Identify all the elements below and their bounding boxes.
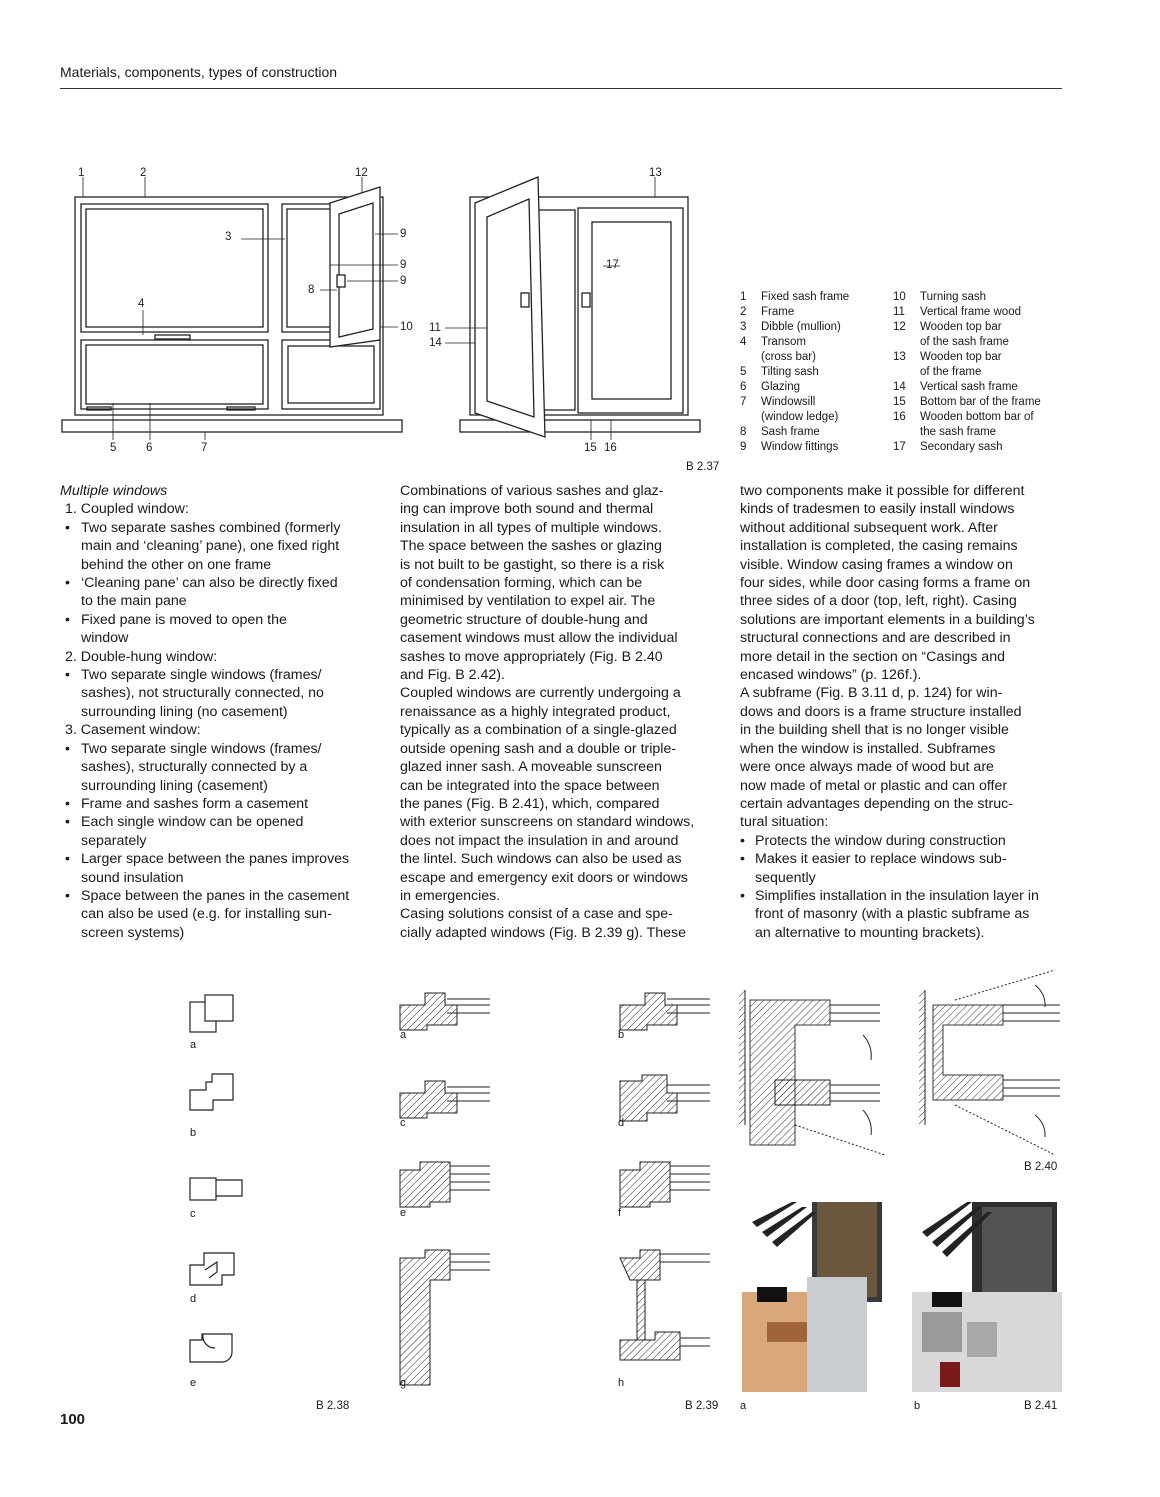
b239-label-h: h [618,1377,625,1389]
b238-label-d: d [190,1293,197,1305]
legend-left: 1 Fixed sash frame 2 Frame 3 Dibble (mullion) 4 Transom (cross bar) 5 Tilting sash 6 Glazing 7 Windowsill (window ledge) 8 Sash frame 9 Window fittings [740,291,850,453]
callout-1: 1 [78,167,85,179]
callout-6: 6 [146,442,153,454]
section-g [400,1250,490,1385]
callout-7: 7 [201,442,208,454]
b238-label-c: c [190,1208,196,1220]
section-f [620,1162,710,1207]
section-left [739,990,885,1155]
callout-13: 13 [649,167,662,179]
wood-aluminium-window-section [737,1202,887,1392]
section-h [620,1250,710,1360]
callout-5: 5 [110,442,117,454]
text-column-3: two components make it possible for different kinds of tradesmen to easily install windows without additional subsequent work. After installation is completed, the casing remains visible. Window casing frames a window on four sides, while door casing forms a frame on three sides of a door (top, left, right). Casing solutions are important elements in a building’s structural connections and are described in more detail in the section on “Casings and encased windows” (p. 126f.). A subframe (Fig. B 3.11 d, p. 124) for win- dows and doors is a frame structure installed in the building shell that is no longer visible when the window is installed. Subframes were once always made of wood but are now made of metal or plastic and can offer certain advantages depending on the struc- tural situation: • Protects the window during construction • Makes it easier to replace windows sub- sequently • Simplifies installation in the insulation layer in front of masonry (with a plastic subframe as an alternative to mounting brackets). [740,483,1039,941]
caption-b239: B 2.39 [685,1400,719,1412]
section-b [620,993,710,1030]
legend-right: 10 Turning sash 11 Vertical frame wood 12 Wooden top bar of the sash frame 13 Wooden top bar of the frame 14 Vertical sash frame 15 Bottom bar of the frame 16 Wooden bottom bar of the sash frame 17 Secondary sash [893,291,1041,453]
callout-16: 16 [604,442,617,454]
b238-label-b: b [190,1127,197,1139]
b239-label-f: f [618,1207,622,1219]
callout-8: 8 [308,284,315,296]
text-column-1: Multiple windows 1. Coupled window: • Two separate sashes combined (formerly main and ‘cleaning’ pane), one fixed right behind the other on one frame • ‘Cleaning pane’ can also be directly fixed to the main pane • Fixed pane is moved to open the window 2. Double-hung window: • Two separate single windows (frames/ sashes), not structurally connected, no surrounding lining (no casement) 3. Casement window: • Two separate single windows (frames/ sashes), structurally connected by a surrounding lining (casement) • Frame and sashes form a casement • Each single window can be opened separately • Larger space between the panes improves sound insulation • Space between the panes in the casement can also be used (e.g. for installing sun- screen systems) [60,482,395,942]
b238-label-a: a [190,1039,197,1051]
callout-2: 2 [140,167,147,179]
running-header: Materials, components, types of construction [60,64,338,80]
callout-10: 10 [400,321,413,333]
page-number: 100 [60,1411,86,1428]
b241-label-a: a [740,1400,747,1412]
callout-14: 14 [429,337,442,349]
callout-9a: 9 [400,228,407,240]
section-heading: Multiple windows [60,483,168,499]
b239-label-c: c [400,1117,406,1129]
b239-label-a: a [400,1029,407,1041]
b239-label-d: d [618,1117,625,1129]
caption-b238: B 2.38 [316,1400,350,1412]
b239-label-e: e [400,1207,407,1219]
callout-9c: 9 [400,275,407,287]
b241-label-b: b [914,1400,921,1412]
section-c [400,1081,490,1118]
caption-b241: B 2.41 [1024,1400,1058,1412]
b238-label-e: e [190,1377,197,1389]
callout-15: 15 [584,442,597,454]
callout-11: 11 [429,322,441,334]
section-a [400,993,490,1030]
callout-3: 3 [225,231,232,243]
callout-12: 12 [355,167,368,179]
b239-label-g: g [400,1377,407,1389]
header-rule [60,88,1062,89]
callout-4: 4 [138,298,145,310]
section-e [400,1162,490,1207]
window-elevation-drawings [55,165,715,465]
section-right [919,970,1060,1155]
section-d [620,1075,710,1121]
callout-17: 17 [606,259,619,271]
caption-b237: B 2.37 [686,461,720,473]
plastic-window-section [912,1202,1062,1392]
b239-label-b: b [618,1029,625,1041]
casement-opening-sections [735,965,1065,1165]
caption-b240: B 2.40 [1024,1161,1058,1173]
callout-9b: 9 [400,259,407,271]
text-column-2: Combinations of various sashes and glaz- ing can improve both sound and thermal insulation in all types of multiple windows. The space between the sashes or glazing is not built to be gastight, so there is a risk of condensation forming, which can be minimised by ventilation to expel air. The geometric structure of double-hung and casement windows must allow the individual sashes to move appropriately (Fig. B 2.40 and Fig. B 2.42). Coupled windows are currently undergoing a renaissance as a highly integrated product, typically as a combination of a single-glazed outside opening sash and a double or triple- glazed inner sash. A moveable sunscreen can be integrated into the space between the panes (Fig. B 2.41), which, compared with exterior sunscreens on standard windows, does not impact the insulation in and around the lintel. Such windows can also be used as escape and emergency exit doors or windows in emergencies. Casing solutions consist of a case and spe- cially adapted windows (Fig. B 2.39 g). These [400,483,695,941]
sash-section-diagrams [395,985,725,1385]
